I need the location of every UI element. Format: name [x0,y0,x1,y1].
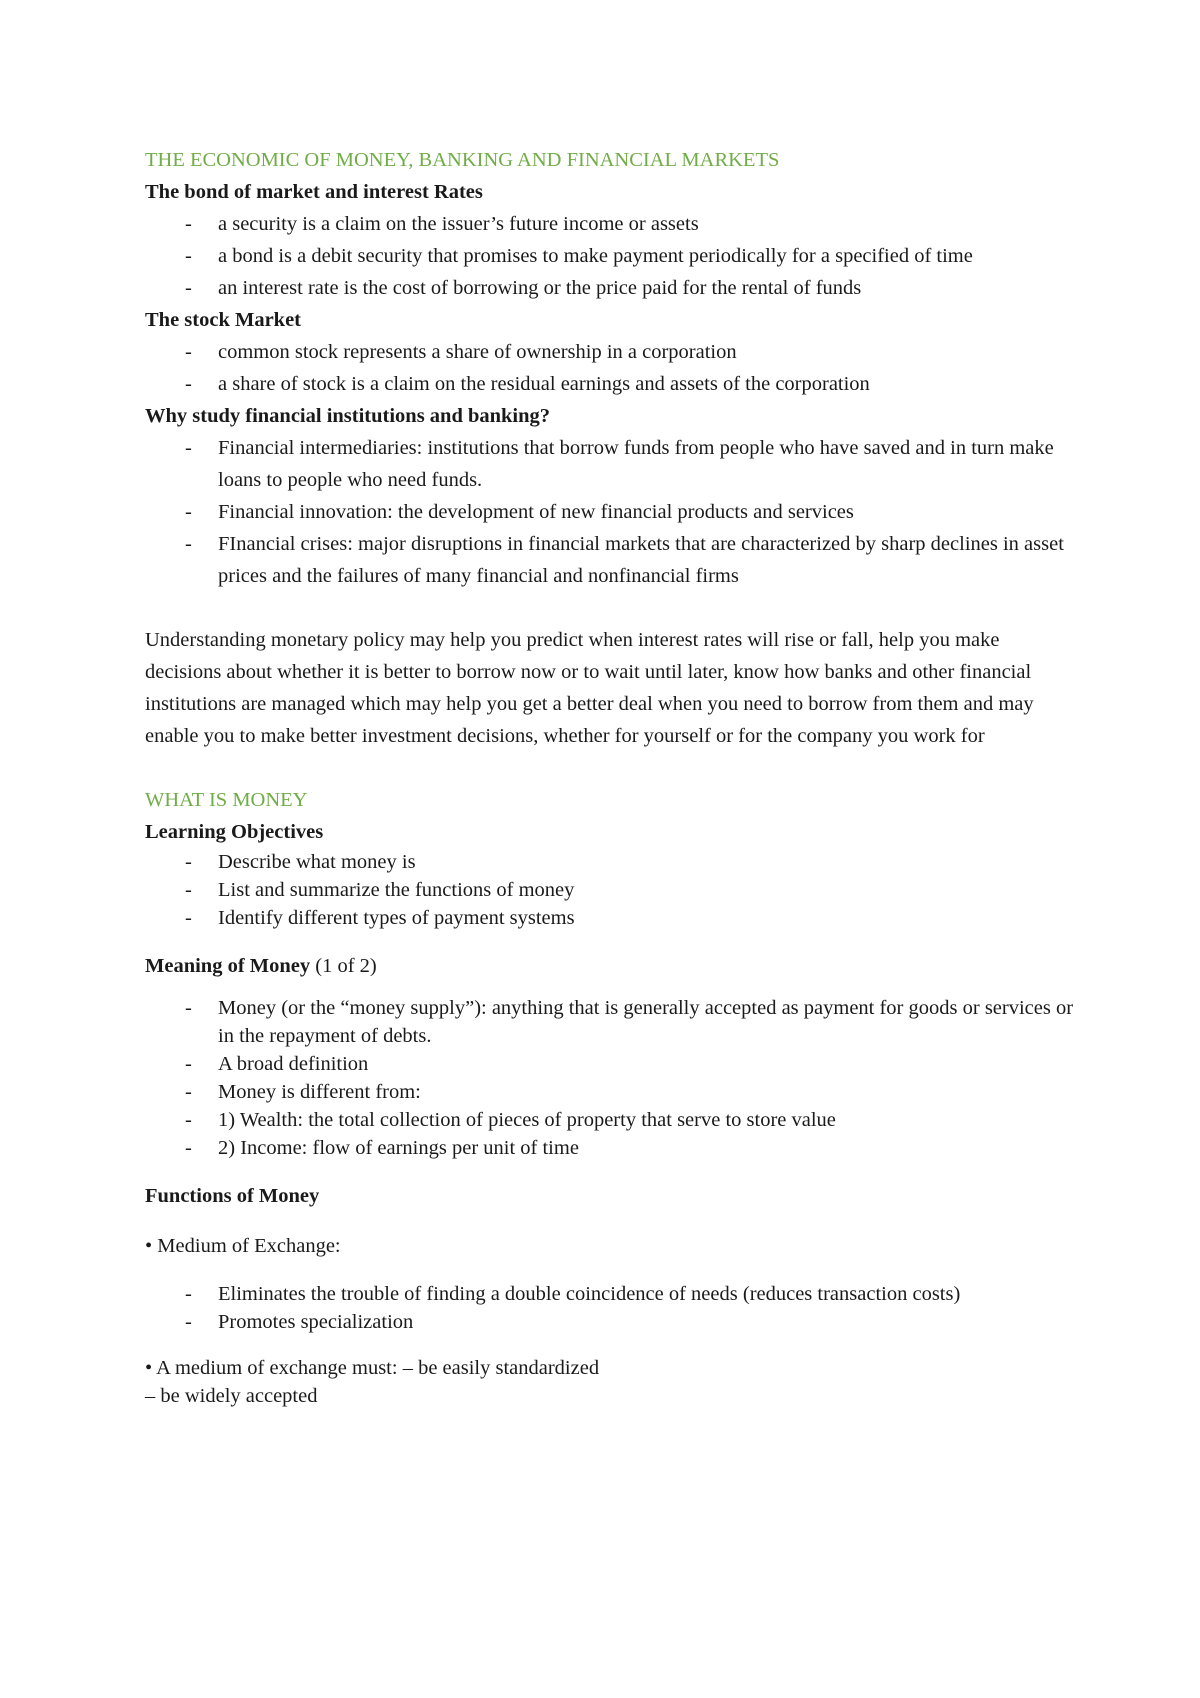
list-item: - 1) Wealth: the total collection of pieces of property that serve to store value [145,1106,1075,1134]
medium-list [145,1280,1075,1336]
medium-must-line: • A medium of exchange must: – be easily standardized [145,1357,600,1379]
monetary-policy-paragraph: Understanding monetary policy may help you predict when interest rates will rise or fall, help you make decisions about whether it is better to borrow now or to wait until later, know how banks and other financial institutions are managed which may help you get a better deal when you need to borrow from them and may enable you to make better investment decisions, whether for yourself or for the company you work for [145,629,1034,747]
heading-stock-market: The stock Market [145,309,302,331]
stock-list [145,336,1075,400]
section-title-economics: THE ECONOMIC OF MONEY, BANKING AND FINANCIAL MARKETS [145,149,780,171]
list-item: - Promotes specialization [145,1308,1075,1336]
list-item: - List and summarize the functions of money [145,876,1075,904]
list-item: - Financial innovation: the development of new financial products and services [145,496,1075,528]
section-title-what-is-money: WHAT IS MONEY [145,789,308,811]
heading-why-study: Why study financial institutions and banking? [145,405,551,427]
list-item: - FInancial crises: major disruptions in financial markets that are characterized by sharp declines in asset prices and the failures of many financial and nonfinancial firms [145,528,1075,592]
list-item: - Describe what money is [145,848,1075,876]
heading-bond-market: The bond of market and interest Rates [145,181,483,203]
meaning-heading-text: Meaning of Money [145,955,311,977]
meaning-heading-suffix: (1 of 2) [310,955,377,977]
list-item: - A broad definition [145,1050,1075,1078]
spacer [145,752,1075,784]
bond-list [145,208,1075,304]
list-item: - Eliminates the trouble of finding a double coincidence of needs (reduces transaction costs) [145,1280,1075,1308]
list-item: - Money is different from: [145,1078,1075,1106]
spacer [145,592,1075,624]
list-item: - a share of stock is a claim on the residual earnings and assets of the corporation [145,368,1075,400]
medium-of-exchange-bullet: • Medium of Exchange: [145,1235,341,1257]
spacer [145,1336,1075,1354]
why-list [145,432,1075,592]
widely-accepted-line: – be widely accepted [145,1385,318,1407]
list-item: - an interest rate is the cost of borrowing or the price paid for the rental of funds [145,272,1075,304]
objectives-list [145,848,1075,932]
spacer [145,1262,1075,1280]
meaning-list [145,994,1075,1162]
spacer [145,1162,1075,1180]
list-item: - Financial intermediaries: institutions that borrow funds from people who have saved and in turn make loans to people who need funds. [145,432,1075,496]
list-item: - 2) Income: flow of earnings per unit of time [145,1134,1075,1162]
heading-meaning-of-money [145,950,1075,982]
spacer [145,982,1075,994]
spacer [145,932,1075,950]
heading-functions-of-money: Functions of Money [145,1185,320,1207]
list-item: - common stock represents a share of ownership in a corporation [145,336,1075,368]
heading-learning-objectives: Learning Objectives [145,821,324,843]
list-item: - a bond is a debit security that promises to make payment periodically for a specified of time [145,240,1075,272]
list-item: - a security is a claim on the issuer’s future income or assets [145,208,1075,240]
spacer [145,1212,1075,1230]
list-item: - Identify different types of payment systems [145,904,1075,932]
list-item: - Money (or the “money supply”): anything that is generally accepted as payment for goods or services or in the repayment of debts. [145,994,1075,1050]
document-content [145,144,1075,1410]
